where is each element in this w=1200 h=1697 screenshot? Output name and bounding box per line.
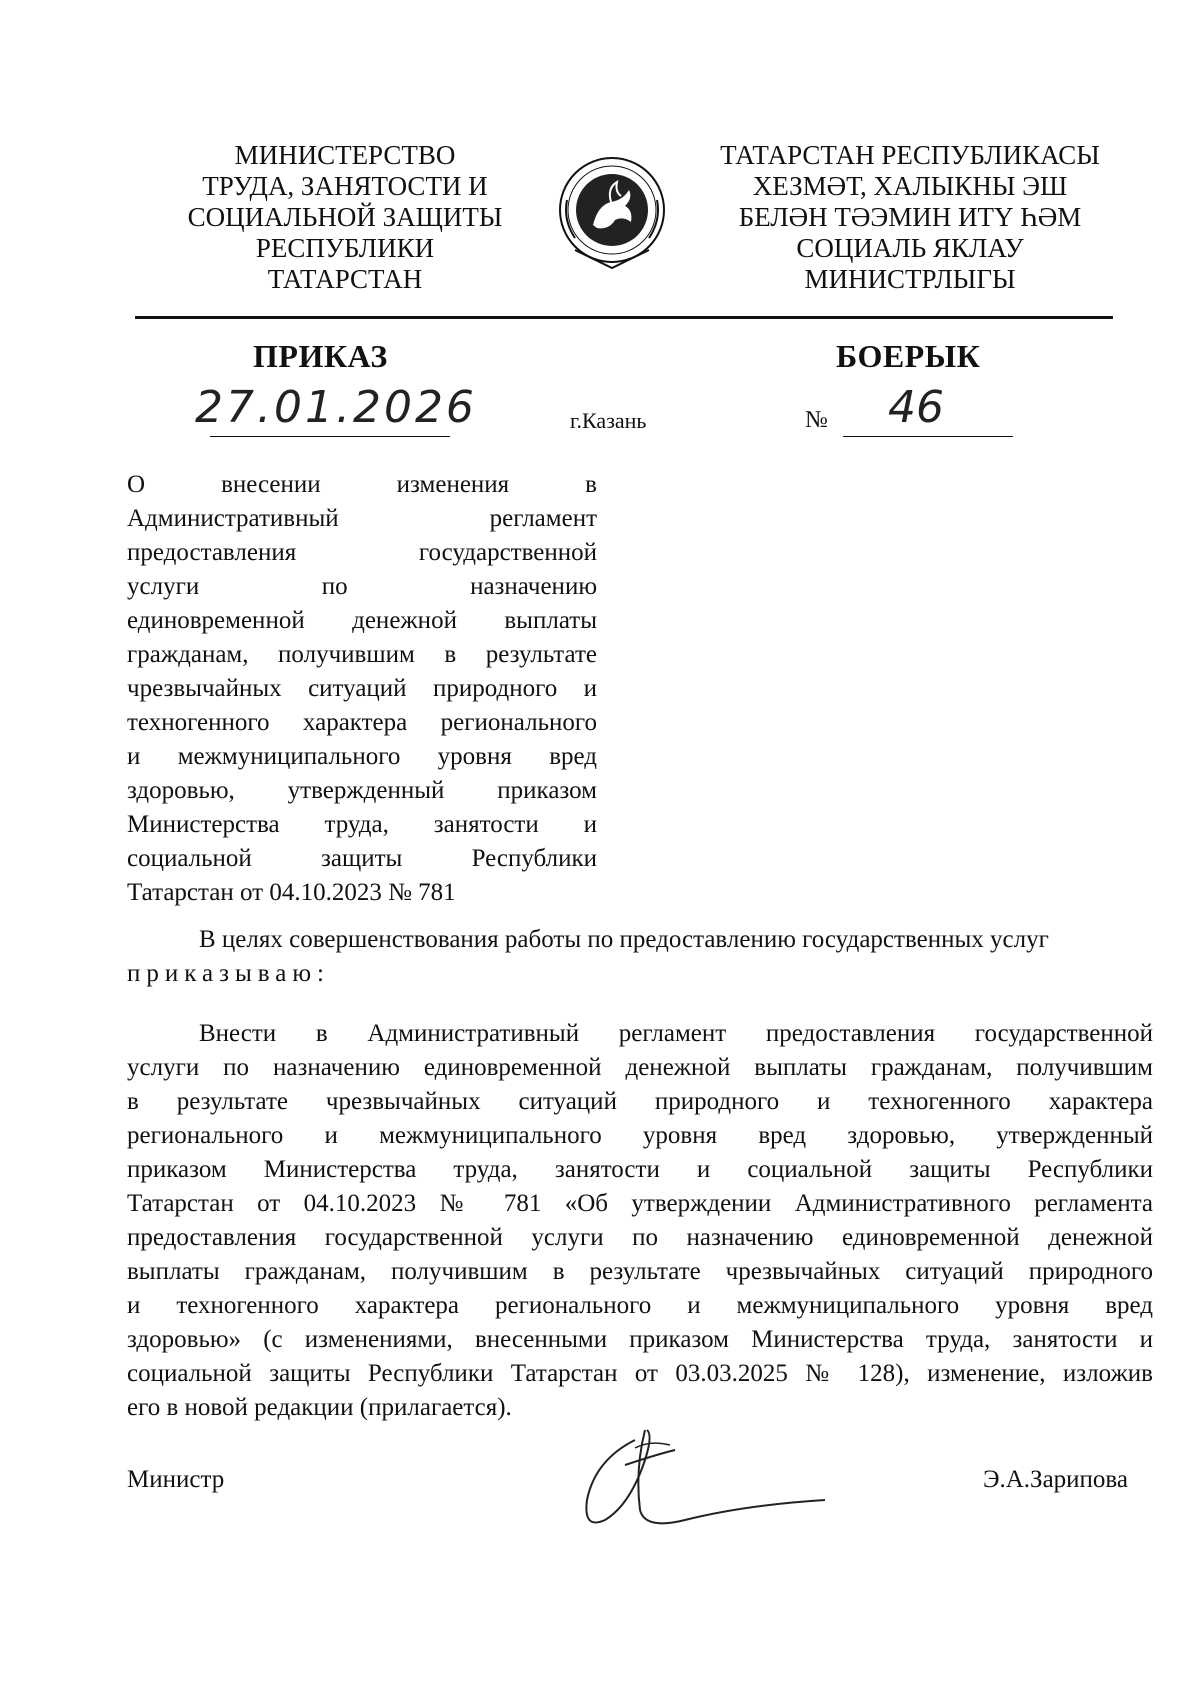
subject-line: услуги по назначению — [127, 573, 597, 600]
subject-line: Административный регламент — [127, 505, 597, 532]
subject-line: гражданам, получившим в результате — [127, 641, 597, 668]
handwritten-order-number: 46 — [888, 382, 944, 433]
header-divider — [135, 316, 1113, 319]
number-underline — [843, 436, 1013, 437]
subject-line: О внесении изменения в — [127, 471, 597, 498]
subject-line: Татарстан от 04.10.2023 № 781 — [127, 879, 456, 906]
signatory-title: Министр — [127, 1466, 225, 1493]
subject-line: единовременной денежной выплаты — [127, 607, 597, 634]
body-line: приказом Министерства труда, занятости и социальной защиты Республики — [127, 1156, 1153, 1183]
order-word: приказываю: — [127, 960, 330, 987]
subject-line: предоставления государственной — [127, 539, 597, 566]
header-left-line: РЕСПУБЛИКИ — [255, 233, 435, 263]
subject-line: социальной защиты Республики — [127, 845, 597, 872]
header-right-line: БЕЛӘН ТӘЭМИН ИТҮ ҺӘМ — [738, 202, 1082, 232]
subject-line: здоровью, утвержденный приказом — [127, 777, 597, 804]
body-line: выплаты гражданам, получившим в результате чрезвычайных ситуаций природного — [127, 1258, 1153, 1285]
header-right-line: ХЕЗМӘТ, ХАЛЫКНЫ ЭШ — [752, 171, 1068, 201]
ministry-name-russian — [160, 140, 530, 295]
header-left-line: СОЦИАЛЬНОЙ ЗАЩИТЫ — [187, 202, 503, 232]
date-underline — [210, 436, 450, 437]
body-line: и техногенного характера регионального и межмуниципального уровня вред — [127, 1292, 1153, 1319]
signatory-name: Э.А.Зарипова — [983, 1466, 1129, 1493]
handwritten-date: 27.01.2026 — [195, 382, 477, 433]
tatarstan-emblem-icon — [553, 150, 671, 278]
body-line: Внести в Административный регламент предоставления государственной — [199, 1020, 1153, 1047]
body-line: услуги по назначению единовременной денежной выплаты гражданам, получившим — [127, 1054, 1153, 1081]
order-subject — [127, 468, 597, 910]
order-body-paragraph — [127, 1017, 1153, 1425]
preamble-paragraph — [127, 923, 1153, 991]
subject-line: чрезвычайных ситуаций природного и — [127, 675, 597, 702]
header-left-line: МИНИСТЕРСТВО — [234, 140, 456, 170]
order-title-russian: ПРИКАЗ — [253, 338, 388, 374]
body-line: его в новой редакции (прилагается). — [127, 1394, 512, 1421]
body-line: в результате чрезвычайных ситуаций природного и техногенного характера — [127, 1088, 1153, 1115]
body-line: регионального и межмуниципального уровня вред здоровью, утвержденный — [127, 1122, 1153, 1149]
ministry-name-tatar — [700, 140, 1120, 295]
header-left-line: ТАТАРСТАН — [267, 264, 423, 294]
body-line: предоставления государственной услуги по назначению единовременной денежной — [127, 1224, 1153, 1251]
body-line: Татарстан от 04.10.2023 № 781 «Об утверждении Административного регламента — [127, 1190, 1153, 1217]
header-right-line: ТАТАРСТАН РЕСПУБЛИКАСЫ — [720, 140, 1100, 170]
handwritten-signature-icon — [575, 1420, 835, 1540]
header-right-line: СОЦИАЛЬ ЯКЛАУ — [796, 233, 1024, 263]
preamble-text: В целях совершенствования работы по предоставлению государственных услуг — [199, 926, 1049, 953]
subject-line: и межмуниципального уровня вред — [127, 743, 597, 770]
subject-line: техногенного характера регионального — [127, 709, 597, 736]
subject-line: Министерства труда, занятости и — [127, 811, 597, 838]
order-title-tatar: БОЕРЫК — [836, 338, 981, 374]
header-left-line: ТРУДА, ЗАНЯТОСТИ И — [202, 171, 488, 201]
body-line: здоровью» (с изменениями, внесенными приказом Министерства труда, занятости и — [127, 1326, 1153, 1353]
header-right-line: МИНИСТРЛЫГЫ — [804, 264, 1016, 294]
number-sign: № — [805, 407, 828, 433]
body-line: социальной защиты Республики Татарстан от 03.03.2025 № 128), изменение, изложив — [127, 1360, 1153, 1387]
city-label: г.Казань — [570, 408, 647, 433]
